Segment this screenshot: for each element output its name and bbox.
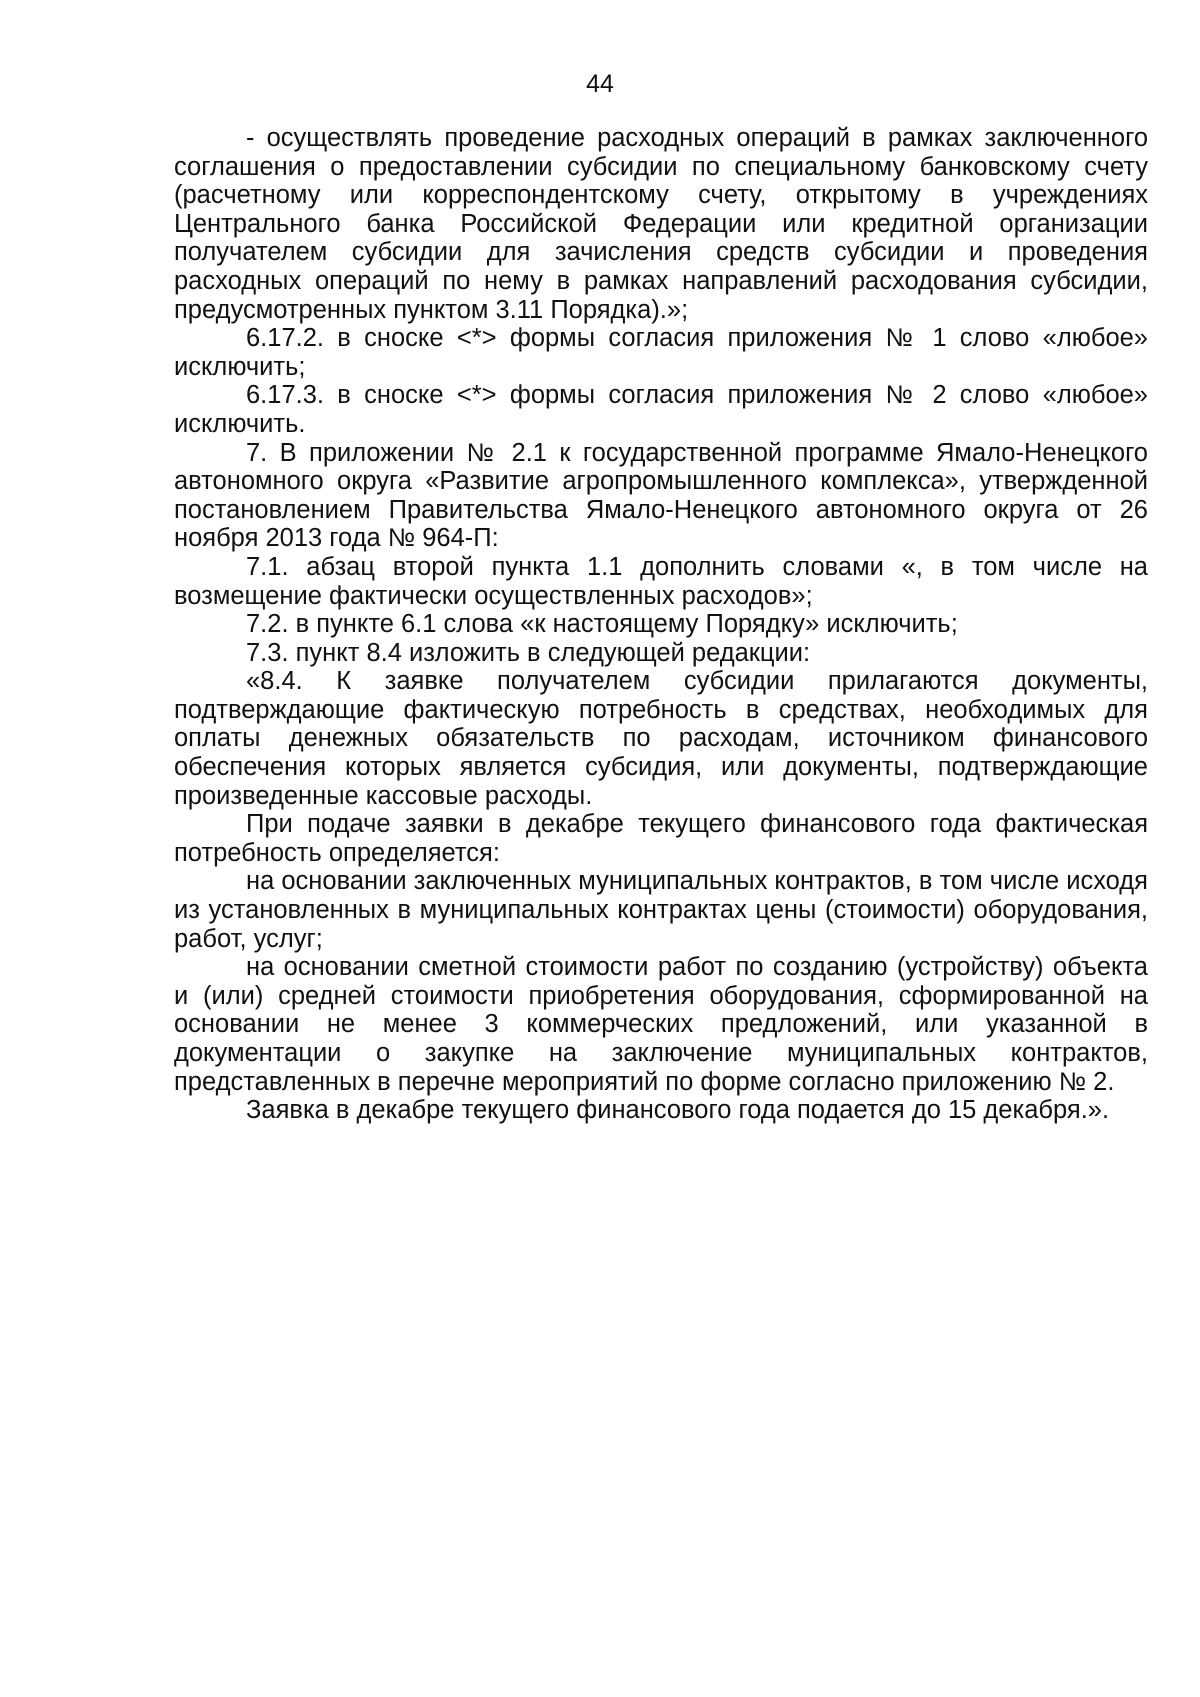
paragraph-estimated-cost: на основании сметной стоимости работ по созданию (устройству) объекта и (или) средней стоимости приобретения оборудования, сформированной на основании не менее 3 коммерческих предложений, или указанной в документации о закупке на заключение муниципальных контрактов, представленных в перечне мероприятий по форме согласно приложению № 2. (174, 953, 1148, 1096)
paragraph-7-3: 7.3. пункт 8.4 изложить в следующей редакции: (246, 638, 811, 667)
paragraph-municipal-contracts: на основании заключенных муниципальных контрактов, в том числе исходя из установленных в муниципальных контрактах цены (стоимости) оборудования, работ, услуг; (174, 867, 1148, 953)
paragraph-settlement-operations: - осуществлять проведение расходных операций в рамках заключенного соглашения о предоставлении субсидии по специальному банковскому счету (расчетному или корреспондентскому счету, открытому в учреждениях Центрального банка Российской Федерации или кредитной организации получателем субсидии для зачисления средств субсидии и проведения расходных операций по нему в рамках направлений расходования субсидии, предусмотренных пунктом 3.11 Порядка).»; (174, 124, 1148, 324)
page-number: 44 (586, 70, 614, 98)
paragraph-december-need: При подаче заявки в декабре текущего финансового года фактическая потребность определяется: (174, 810, 1148, 867)
paragraph-7: 7. В приложении № 2.1 к государственной программе Ямало-Ненецкого автономного округа «Развитие агропромышленного комплекса», утвержденной постановлением Правительства Ямало-Ненецкого автономного округа от 26 ноября 2013 года № 964-П: (174, 438, 1148, 553)
paragraph-december-deadline: Заявка в декабре текущего финансового года подается до 15 декабря.». (246, 1096, 1110, 1125)
paragraph-6-17-2: 6.17.2. в сноске <*> формы согласия приложения № 1 слово «любое» исключить; (174, 324, 1148, 381)
paragraph-6-17-3: 6.17.3. в сноске <*> формы согласия приложения № 2 слово «любое» исключить. (174, 381, 1148, 438)
paragraph-7-1: 7.1. абзац второй пункта 1.1 дополнить словами «, в том числе на возмещение фактически осуществленных расходов»; (174, 552, 1148, 610)
paragraph-7-2: 7.2. в пункте 6.1 слова «к настоящему Порядку» исключить; (246, 610, 958, 639)
document-body (174, 124, 1148, 1125)
paragraph-8-4: «8.4. К заявке получателем субсидии прилагаются документы, подтверждающие фактическую потребность в средствах, необходимых для оплаты денежных обязательств по расходам, источником финансового обеспечения которых является субсидия, или документы, подтверждающие произведенные кассовые расходы. (174, 667, 1148, 810)
